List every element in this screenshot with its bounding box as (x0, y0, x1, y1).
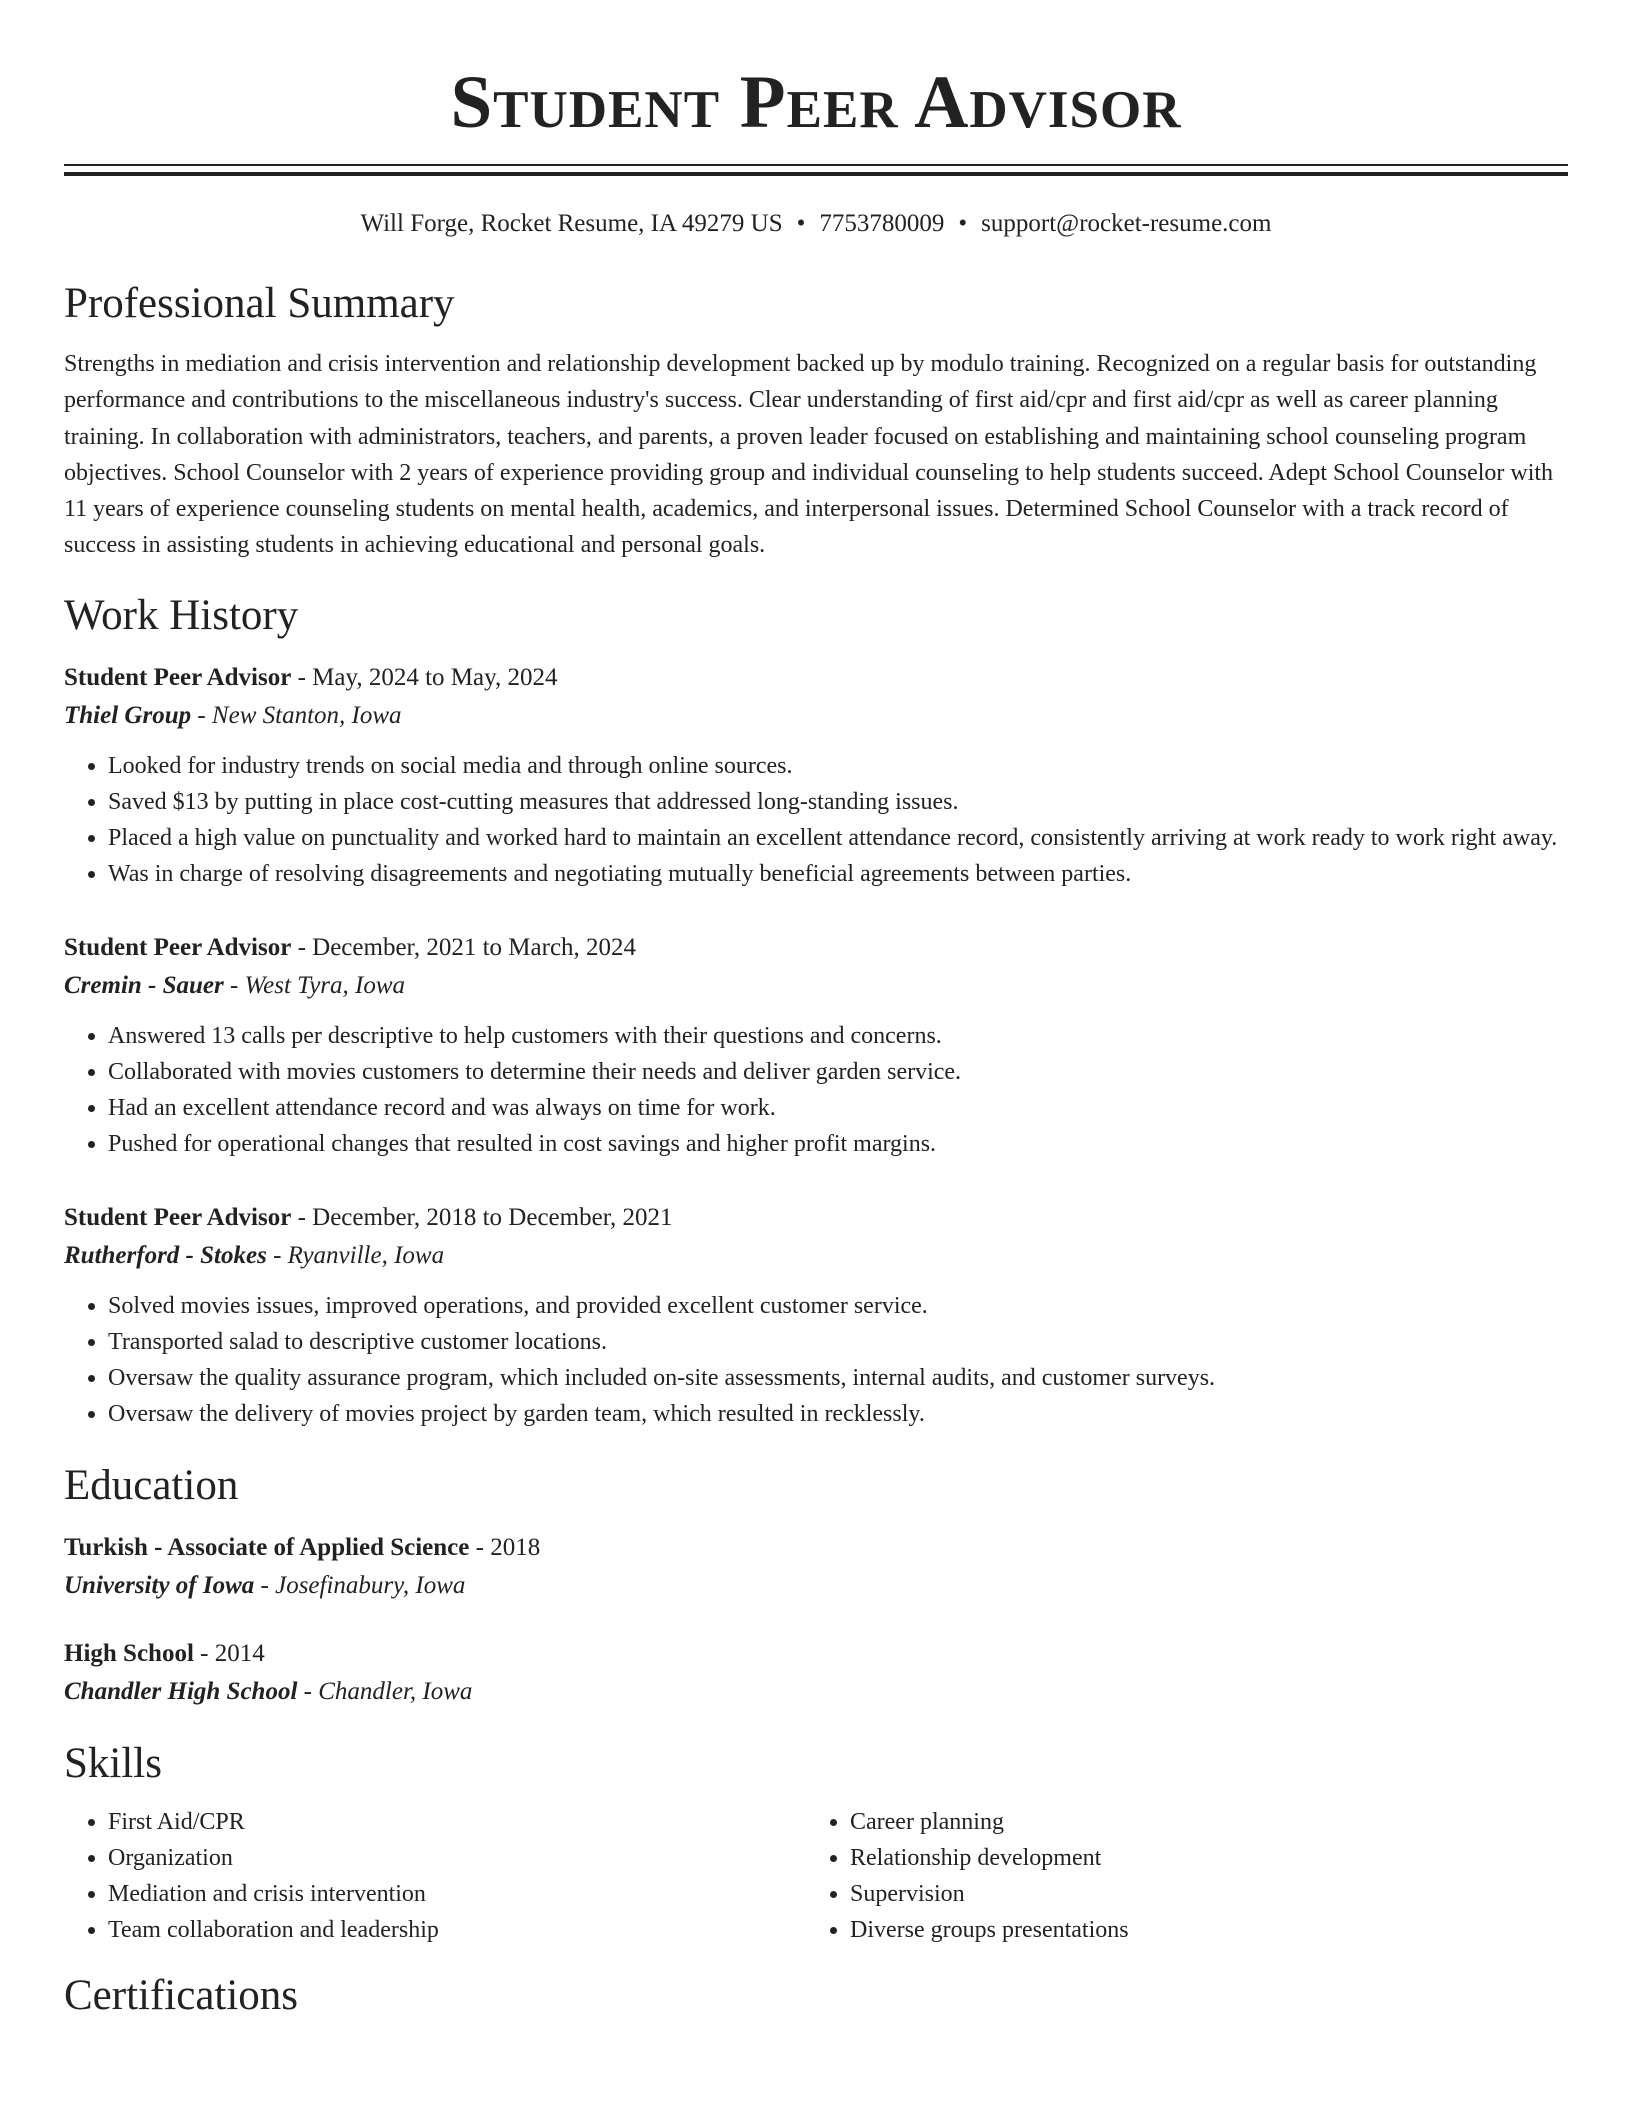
education-school-line (64, 1672, 1568, 1712)
skills-column-left (64, 1804, 806, 1948)
summary-text: Strengths in mediation and crisis intervention and relationship development backed up by modulo training. Recognized on a regular basis for outstanding performance and contributions to the miscellaneous industry's success. Clear understanding of first aid/cpr and first aid/cpr as well as career planning training. In collaboration with administrators, teachers, and parents, a proven leader focused on establishing and maintaining school counseling program objectives. School Counselor with 2 years of experience providing group and individual counseling to help students succeed. Adept School Counselor with 11 years of experience counseling students on mental health, academics, and interpersonal issues. Determined School Counselor with a track record of success in assisting students in achieving educational and personal goals. (64, 351, 1554, 559)
contact-separator: • (958, 210, 968, 237)
job-entry (64, 1200, 1568, 1432)
job-title-line (64, 660, 1568, 696)
education-school: University of Iowa (64, 1571, 255, 1599)
job-title: Student Peer Advisor (64, 663, 292, 691)
skill-item: • Organization (108, 1840, 806, 1876)
list-item: • Pushed for operational changes that resulted in cost savings and higher profit margins. (108, 1126, 1568, 1162)
summary-heading: Professional Summary (64, 280, 455, 327)
list-item: • Solved movies issues, improved operations, and provided excellent customer service. (108, 1288, 1568, 1324)
education-year: - 2014 (193, 1639, 265, 1667)
list-item: • Oversaw the delivery of movies project by garden team, which resulted in recklessly. (108, 1396, 1568, 1432)
contact-address: Will Forge, Rocket Resume, IA 49279 US (360, 210, 783, 237)
education-heading: Education (64, 1461, 239, 1509)
skill-item: • Career planning (850, 1804, 1548, 1840)
list-item: • Looked for industry trends on social media and through online sources. (108, 748, 1568, 784)
job-title-line (64, 930, 1568, 966)
title-divider-thin (64, 164, 1568, 166)
education-degree-line (64, 1530, 1568, 1566)
education-degree: High School (64, 1639, 194, 1667)
job-company-line (64, 696, 1568, 736)
education-school: Chandler High School (64, 1677, 298, 1705)
job-company-line (64, 1236, 1568, 1276)
education-degree-line (64, 1636, 1568, 1672)
list-item: • Saved $13 by putting in place cost-cutting measures that addressed long-standing issues. (108, 784, 1568, 820)
resume-title: Student Peer Advisor (450, 61, 1182, 144)
work-history-heading: Work History (64, 591, 299, 639)
job-dates: - May, 2024 to May, 2024 (291, 663, 558, 691)
skills-list (64, 1804, 1568, 1948)
job-entry (64, 660, 1568, 892)
job-bullets (64, 1288, 1568, 1432)
list-item: • Had an excellent attendance record and was always on time for work. (108, 1090, 1568, 1126)
certifications-heading: Certifications (64, 1971, 299, 2019)
education-degree: Turkish - Associate of Applied Science (64, 1533, 470, 1561)
list-item: • Placed a high value on punctuality and worked hard to maintain an excellent attendance record, consistently arriving at work ready to work right away. (108, 820, 1568, 856)
list-item: • Answered 13 calls per descriptive to help customers with their questions and concerns. (108, 1018, 1568, 1054)
title-divider-thick (64, 172, 1568, 176)
list-item: • Collaborated with movies customers to determine their needs and deliver garden service. (108, 1054, 1568, 1090)
job-bullets (64, 1018, 1568, 1162)
job-bullets (64, 748, 1568, 892)
education-year: - 2018 (469, 1533, 541, 1561)
education-school-line (64, 1566, 1568, 1606)
contact-email: support@rocket-resume.com (981, 210, 1272, 237)
skills-heading: Skills (64, 1739, 162, 1787)
skills-column-right (806, 1804, 1548, 1948)
contact-separator: • (796, 210, 806, 237)
skill-item: • Mediation and crisis intervention (108, 1876, 806, 1912)
job-title-line (64, 1200, 1568, 1236)
job-title: Student Peer Advisor (64, 1203, 292, 1231)
job-company-line (64, 966, 1568, 1006)
job-location: - Ryanville, Iowa (266, 1241, 445, 1269)
skill-item: • Supervision (850, 1876, 1548, 1912)
contact-phone: 7753780009 (819, 210, 945, 237)
education-entry (64, 1530, 1568, 1606)
skill-item: • Relationship development (850, 1840, 1548, 1876)
list-item: • Oversaw the quality assurance program, which included on-site assessments, internal audits, and customer surveys. (108, 1360, 1568, 1396)
skill-item: • Diverse groups presentations (850, 1912, 1548, 1948)
skill-item: • Team collaboration and leadership (108, 1912, 806, 1948)
job-entry (64, 930, 1568, 1162)
job-title: Student Peer Advisor (64, 933, 292, 961)
job-company: Rutherford - Stokes (64, 1241, 267, 1269)
education-location: - Josefinabury, Iowa (254, 1571, 466, 1599)
education-entry (64, 1636, 1568, 1712)
list-item: • Transported salad to descriptive customer locations. (108, 1324, 1568, 1360)
skill-item: • First Aid/CPR (108, 1804, 806, 1840)
job-company: Thiel Group (64, 701, 192, 729)
list-item: • Was in charge of resolving disagreements and negotiating mutually beneficial agreements between parties. (108, 856, 1568, 892)
job-company: Cremin - Sauer (64, 971, 224, 999)
job-dates: - December, 2021 to March, 2024 (291, 933, 637, 961)
contact-line (64, 208, 1568, 240)
job-location: - West Tyra, Iowa (223, 971, 406, 999)
job-dates: - December, 2018 to December, 2021 (291, 1203, 673, 1231)
education-location: - Chandler, Iowa (297, 1677, 473, 1705)
job-location: - New Stanton, Iowa (191, 701, 402, 729)
